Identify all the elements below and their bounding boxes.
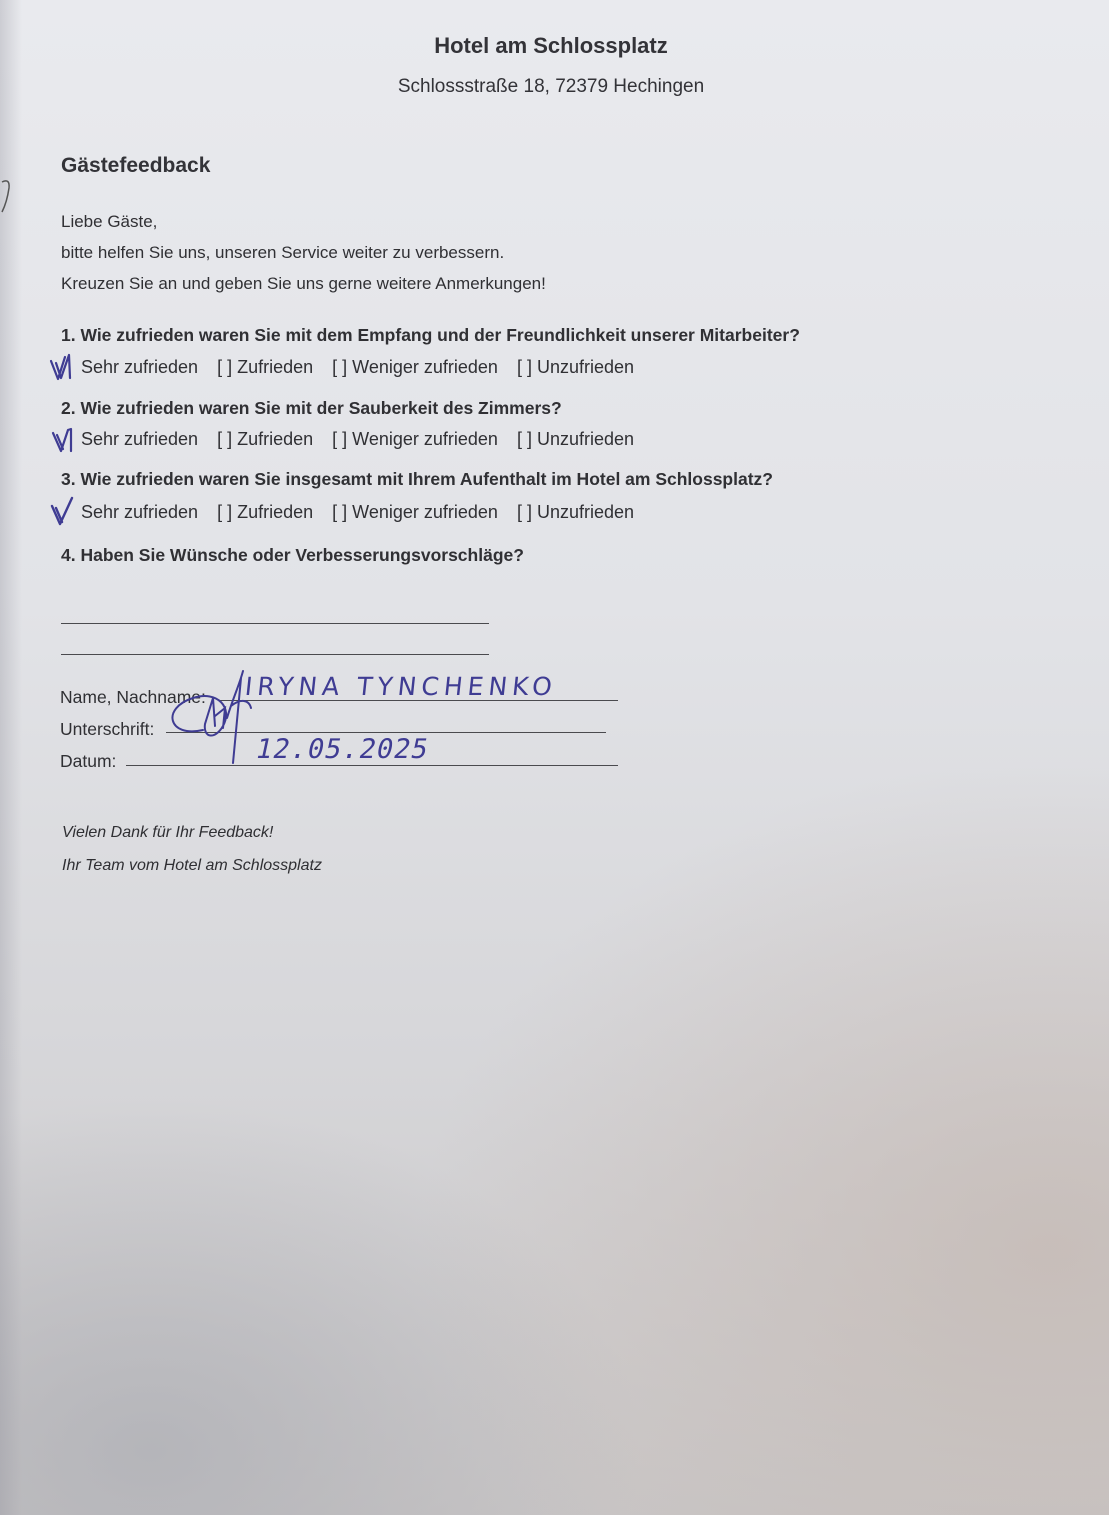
option-unzufrieden[interactable]: [ ] Unzufrieden xyxy=(516,357,634,377)
option-zufrieden[interactable]: [ ] Zufrieden xyxy=(217,502,314,522)
hotel-name: Hotel am Schlossplatz xyxy=(434,33,668,58)
signature-scribble xyxy=(163,668,258,768)
suggestion-line-2[interactable] xyxy=(61,654,489,655)
option-unzufrieden[interactable]: [ ] Unzufrieden xyxy=(516,429,634,449)
question-3-options xyxy=(81,502,648,523)
option-zufrieden[interactable]: [ ] Zufrieden xyxy=(217,429,314,449)
checkmark-icon[interactable] xyxy=(51,425,81,455)
question-2-options xyxy=(81,429,648,450)
name-label: Name, Nachname: xyxy=(60,687,206,707)
date-label: Datum: xyxy=(60,751,117,771)
checkmark-icon[interactable] xyxy=(50,496,80,528)
question-4: 4. Haben Sie Wünsche oder Verbesserungsvorschläge? xyxy=(61,545,524,565)
thanks-text: Vielen Dank für Ihr Feedback! xyxy=(62,824,274,841)
form-title: Gästefeedback xyxy=(61,154,211,177)
option-sehr-zufrieden[interactable]: Sehr zufrieden xyxy=(81,502,199,522)
question-1-options xyxy=(81,357,648,378)
hotel-address: Schlossstraße 18, 72379 Hechingen xyxy=(397,76,705,97)
option-weniger-zufrieden[interactable]: [ ] Weniger zufrieden xyxy=(332,429,498,449)
option-weniger-zufrieden[interactable]: [ ] Weniger zufrieden xyxy=(332,502,498,522)
option-sehr-zufrieden[interactable]: Sehr zufrieden xyxy=(81,429,199,449)
intro-line-2: Kreuzen Sie an und geben Sie uns gerne weitere Anmerkungen! xyxy=(61,274,546,293)
option-unzufrieden[interactable]: [ ] Unzufrieden xyxy=(516,502,634,522)
paper-edge-shadow xyxy=(0,0,22,1515)
signature-label: Unterschrift: xyxy=(60,719,155,739)
handwritten-name: IRYNA TYNCHENKO xyxy=(243,672,559,701)
date-field-line[interactable] xyxy=(126,765,618,766)
handwritten-date: 12.05.2025 xyxy=(252,734,432,765)
team-text: Ihr Team vom Hotel am Schlossplatz xyxy=(62,857,322,874)
greeting: Liebe Gäste, xyxy=(61,212,158,231)
suggestion-line-1[interactable] xyxy=(61,623,489,624)
question-3: 3. Wie zufrieden waren Sie insgesamt mit Ihrem Aufenthalt im Hotel am Schlossplatz? xyxy=(61,469,773,489)
option-weniger-zufrieden[interactable]: [ ] Weniger zufrieden xyxy=(332,357,498,377)
question-1: 1. Wie zufrieden waren Sie mit dem Empfang und der Freundlichkeit unserer Mitarbeiter? xyxy=(61,325,800,345)
intro-line-1: bitte helfen Sie uns, unseren Service weiter zu verbessern. xyxy=(61,243,505,262)
stray-pen-mark xyxy=(0,178,14,218)
question-2: 2. Wie zufrieden waren Sie mit der Sauberkeit des Zimmers? xyxy=(61,398,562,418)
option-zufrieden[interactable]: [ ] Zufrieden xyxy=(217,357,314,377)
option-sehr-zufrieden[interactable]: Sehr zufrieden xyxy=(81,357,199,377)
checkmark-icon[interactable] xyxy=(49,351,79,383)
